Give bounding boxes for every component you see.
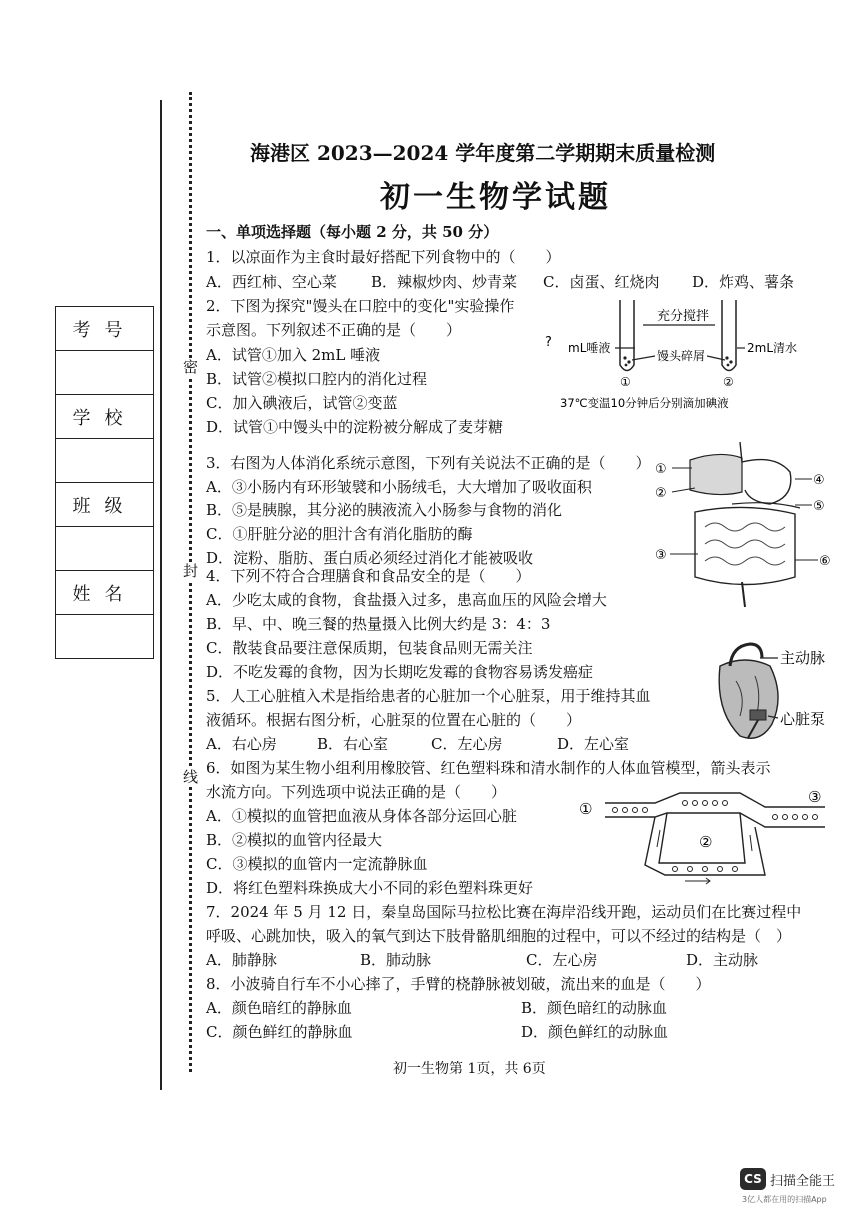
- q4-option-c: C．散装食品要注意保质期，包装食品则无需关注: [206, 639, 533, 657]
- q5-option-d: D．左心室: [557, 735, 630, 753]
- q2-option-a: A．试管①加入 2mL 唾液: [206, 346, 381, 364]
- q3-fig-label-1: ①: [655, 462, 667, 477]
- q3-fig-label-6: ⑥: [819, 554, 831, 569]
- q8-option-c: C．颜色鲜红的静脉血: [206, 1023, 353, 1041]
- exam-title: 海港区 2023—2024 学年度第二学期期末质量检测: [250, 141, 716, 165]
- binding-solid-line: [160, 100, 162, 1090]
- q6-vessel-model-figure: [575, 785, 840, 885]
- q4-option-b: B．早、中、晚三餐的热量摄入比例大约是 3：4：3: [206, 615, 551, 633]
- q7-stem-line1: 7．2024 年 5 月 12 日，秦皇岛国际马拉松比赛在海岸沿线开跑，运动员们在比赛过程中: [206, 903, 802, 921]
- q2-fig-tube2-label: ②: [723, 375, 734, 389]
- student-info-table: [55, 306, 154, 659]
- q2-test-tube-figure: [535, 290, 820, 420]
- q7-option-c: C．左心房: [526, 951, 598, 969]
- q4-option-d: D．不吃发霉的食物，因为长期吃发霉的食物容易诱发癌症: [206, 663, 594, 681]
- binding-label-mi: 密: [183, 358, 199, 376]
- q6-option-c: C．③模拟的血管内一定流静脉血: [206, 855, 428, 873]
- q4-stem: 4．下列不符合合理膳食和食品安全的是（ ）: [206, 567, 531, 585]
- q3-stem: 3．右图为人体消化系统示意图，下列有关说法不正确的是（ ）: [206, 454, 651, 472]
- q2-fig-bread-label: 馒头碎屑: [657, 349, 706, 363]
- q5-fig-aorta-label: 主动脉: [780, 649, 826, 667]
- q8-option-a: A．颜色暗红的静脉血: [206, 999, 352, 1017]
- q6-fig-label-2: ②: [699, 833, 713, 851]
- q7-option-d: D．主动脉: [686, 951, 759, 969]
- q3-fig-label-4: ④: [813, 473, 825, 488]
- q5-option-c: C．左心房: [431, 735, 503, 753]
- q1-option-c: C．卤蛋、红烧肉: [543, 273, 660, 291]
- q1-option-a: A．西红柿、空心菜: [206, 273, 337, 291]
- q7-option-a: A．肺静脉: [206, 951, 277, 969]
- field-school-box[interactable]: [56, 439, 154, 483]
- binding-label-feng: 封: [183, 562, 199, 580]
- q3-option-a: A．③小肠内有环形皱襞和小肠绒毛，大大增加了吸收面积: [206, 478, 592, 496]
- q6-option-d: D．将红色塑料珠换成大小不同的彩色塑料珠更好: [206, 879, 534, 897]
- q5-stem-line1: 5．人工心脏植入术是指给患者的心脏加一个心脏泵，用于维持其血: [206, 687, 651, 705]
- field-exam-number-box[interactable]: [56, 351, 154, 395]
- q4-option-a: A．少吃太咸的食物，食盐摄入过多，患高血压的风险会增大: [206, 591, 607, 609]
- q8-option-d: D．颜色鲜红的动脉血: [521, 1023, 669, 1041]
- q8-stem: 8．小波骑自行车不小心摔了，手臂的桡静脉被划破，流出来的血是（ ）: [206, 975, 711, 993]
- q3-option-d: D．淀粉、脂肪、蛋白质必须经过消化才能被吸收: [206, 549, 534, 567]
- q2-fig-water-label: 2mL清水: [747, 341, 798, 355]
- q2-fig-caption: 37℃变温10分钟后分别滴加碘液: [560, 396, 729, 410]
- q2-option-d: D．试管①中馒头中的淀粉被分解成了麦芽糖: [206, 418, 504, 436]
- q6-stem-line2: 水流方向。下列选项中说法正确的是（ ）: [206, 783, 507, 801]
- field-exam-number-label: 考号: [56, 307, 154, 351]
- field-class-box[interactable]: [56, 527, 154, 571]
- field-name-label: 姓名: [56, 571, 154, 615]
- section-heading: 一、单项选择题（每小题 2 分，共 50 分）: [206, 223, 499, 241]
- q1-option-d: D．炸鸡、薯条: [692, 273, 795, 291]
- field-school-label: 学校: [56, 395, 154, 439]
- binding-dotted-line: [189, 92, 192, 1072]
- q2-option-c: C．加入碘液后，试管②变蓝: [206, 394, 398, 412]
- q5-option-b: B．右心室: [317, 735, 389, 753]
- q7-stem-line2: 呼吸、心跳加快，吸入的氧气到达下肢骨骼肌细胞的过程中，可以不经过的结构是（ ）: [206, 927, 792, 945]
- q2-fig-saliva-label: mL唾液: [568, 341, 611, 355]
- q1-option-b: B．辣椒炒肉、炒青菜: [371, 273, 518, 291]
- q3-fig-label-5: ⑤: [813, 499, 825, 514]
- q2-fig-tube1-label: ①: [620, 375, 631, 389]
- exam-subtitle: 初一生物学试题: [380, 180, 611, 215]
- q2-stem-line2: 示意图。下列叙述不正确的是（ ）: [206, 321, 462, 339]
- q2-option-b: B．试管②模拟口腔内的消化过程: [206, 370, 428, 388]
- q8-option-b: B．颜色暗红的动脉血: [521, 999, 668, 1017]
- q3-option-b: B．⑤是胰腺，其分泌的胰液流入小肠参与食物的消化: [206, 501, 563, 519]
- binding-label-xian: 线: [183, 768, 199, 786]
- q5-fig-pump-label: 心脏泵: [780, 710, 826, 728]
- q6-fig-label-3: ③: [808, 788, 822, 806]
- q5-option-a: A．右心房: [206, 735, 277, 753]
- q3-digestive-system-figure: [650, 432, 840, 617]
- q2-stem-line1: 2．下图为探究"馒头在口腔中的变化"实验操作: [206, 297, 515, 315]
- q3-fig-label-3: ③: [655, 548, 667, 563]
- field-name-box[interactable]: [56, 615, 154, 659]
- q7-option-b: B．肺动脉: [360, 951, 432, 969]
- q6-fig-label-1: ①: [579, 800, 593, 818]
- q5-stem-line2: 液循环。根据右图分析，心脏泵的位置在心脏的（ ）: [206, 711, 582, 729]
- camscanner-tagline: 3亿人都在用的扫描App: [742, 1195, 827, 1204]
- camscanner-logo: CS: [740, 1168, 766, 1190]
- q5-heart-pump-figure: [700, 636, 850, 748]
- q6-stem-line1: 6．如图为某生物小组利用橡胶管、红色塑料珠和清水制作的人体血管模型，箭头表示: [206, 759, 771, 777]
- q2-fig-stir-label: 充分搅拌: [657, 309, 710, 324]
- field-class-label: 班级: [56, 483, 154, 527]
- q3-option-c: C．①肝脏分泌的胆汁含有消化脂肪的酶: [206, 525, 473, 543]
- q6-option-b: B．②模拟的血管内径最大: [206, 831, 383, 849]
- q6-option-a: A．①模拟的血管把血液从身体各部分运回心脏: [206, 807, 517, 825]
- q3-fig-label-2: ②: [655, 486, 667, 501]
- q2-fig-question-mark: ?: [545, 335, 552, 350]
- camscanner-name: 扫描全能王: [770, 1174, 836, 1189]
- page-footer: 初一生物第 1页，共 6页: [393, 1061, 546, 1077]
- q1-stem: 1．以凉面作为主食时最好搭配下列食物中的（ ）: [206, 248, 561, 266]
